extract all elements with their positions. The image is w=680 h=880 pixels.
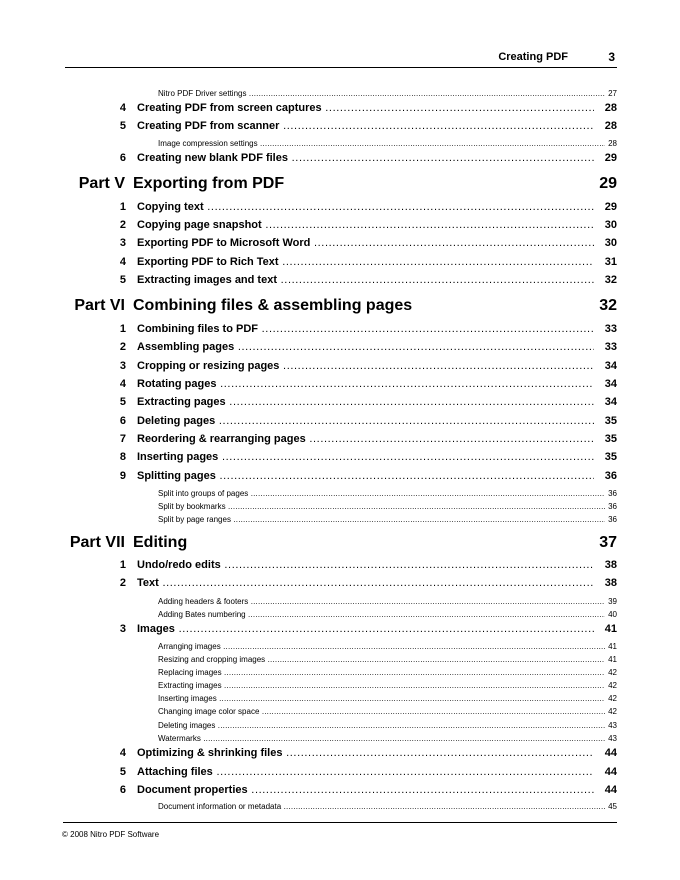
toc-subsection-entry[interactable] [0, 693, 680, 704]
part-title: Editing [133, 534, 188, 551]
toc-chapter-entry[interactable] [0, 746, 680, 760]
part-page-number: 32 [599, 297, 617, 314]
toc-chapter-entry[interactable] [0, 469, 680, 483]
chapter-page-number: 34 [604, 378, 617, 390]
chapter-title: Creating PDF from scanner ..... [137, 119, 594, 133]
chapter-title: Images ..... [137, 622, 594, 636]
toc-subsection-entry[interactable] [0, 733, 680, 744]
part-page-number: 29 [599, 175, 617, 192]
chapter-number: 2 [119, 577, 126, 589]
subsection-title: Inserting images ..... [158, 693, 605, 704]
subsection-title: Image compression settings ..... [158, 138, 605, 149]
toc-part-heading[interactable] [0, 174, 680, 194]
page-footer [63, 822, 617, 842]
chapter-title: Undo/redo edits ..... [137, 558, 594, 572]
subsection-page-number: 40 [608, 610, 617, 619]
chapter-page-number: 44 [604, 766, 617, 778]
chapter-title: Exporting PDF to Microsoft Word ..... [137, 236, 594, 250]
chapter-title: Attaching files ..... [137, 765, 594, 779]
subsection-page-number: 28 [608, 139, 617, 148]
chapter-title: Creating new blank PDF files ..... [137, 151, 594, 165]
toc-chapter-entry[interactable] [0, 101, 680, 115]
toc-subsection-entry[interactable] [0, 514, 680, 525]
subsection-page-number: 27 [608, 89, 617, 98]
toc-chapter-entry[interactable] [0, 395, 680, 409]
subsection-title: Document information or metadata ..... [158, 801, 605, 812]
toc-subsection-entry[interactable] [0, 501, 680, 512]
toc-chapter-entry[interactable] [0, 576, 680, 590]
chapter-title: Reordering & rearranging pages ..... [137, 432, 594, 446]
chapter-title: Inserting pages ..... [137, 450, 594, 464]
subsection-title: Resizing and cropping images ..... [158, 654, 605, 665]
subsection-page-number: 42 [608, 707, 617, 716]
chapter-page-number: 32 [604, 274, 617, 286]
chapter-number: 4 [119, 256, 126, 268]
subsection-page-number: 41 [608, 655, 617, 664]
chapter-number: 2 [119, 341, 126, 353]
chapter-number: 8 [119, 451, 126, 463]
chapter-number: 5 [119, 274, 126, 286]
chapter-title: Cropping or resizing pages ..... [137, 359, 594, 373]
subsection-title: Split by bookmarks ..... [158, 501, 605, 512]
part-title: Combining files & assembling pages [133, 297, 413, 314]
chapter-page-number: 36 [604, 470, 617, 482]
toc-chapter-entry[interactable] [0, 622, 680, 636]
chapter-page-number: 29 [604, 152, 617, 164]
chapter-page-number: 35 [604, 451, 617, 463]
toc-chapter-entry[interactable] [0, 765, 680, 779]
chapter-number: 9 [119, 470, 126, 482]
chapter-title: Document properties ..... [137, 783, 594, 797]
toc-chapter-entry[interactable] [0, 340, 680, 354]
subsection-page-number: 42 [608, 694, 617, 703]
toc-chapter-entry[interactable] [0, 783, 680, 797]
chapter-title: Text ..... [137, 576, 594, 590]
chapter-number: 5 [119, 396, 126, 408]
subsection-title: Split by page ranges ..... [158, 514, 605, 525]
subsection-page-number: 42 [608, 668, 617, 677]
toc-chapter-entry[interactable] [0, 377, 680, 391]
toc-subsection-entry[interactable] [0, 667, 680, 678]
chapter-page-number: 34 [604, 396, 617, 408]
chapter-page-number: 38 [604, 559, 617, 571]
subsection-title: Nitro PDF Driver settings ..... [158, 88, 605, 99]
chapter-number: 3 [119, 360, 126, 372]
toc-part-heading[interactable] [0, 533, 680, 553]
footer-copyright: © 2008 Nitro PDF Software [62, 830, 160, 839]
chapter-number: 5 [119, 120, 126, 132]
chapter-title: Combining files to PDF ..... [137, 322, 594, 336]
chapter-number: 1 [119, 559, 126, 571]
toc-subsection-entry[interactable] [0, 138, 680, 149]
chapter-number: 3 [119, 237, 126, 249]
chapter-number: 1 [119, 323, 126, 335]
chapter-page-number: 35 [604, 415, 617, 427]
chapter-page-number: 30 [604, 237, 617, 249]
toc-subsection-entry[interactable] [0, 720, 680, 731]
part-page-number: 37 [599, 534, 617, 551]
chapter-number: 4 [119, 378, 126, 390]
chapter-page-number: 33 [604, 323, 617, 335]
header-page-number: 3 [608, 50, 615, 64]
subsection-page-number: 36 [608, 489, 617, 498]
chapter-page-number: 30 [604, 219, 617, 231]
toc-part-heading[interactable] [0, 296, 680, 316]
toc-chapter-entry[interactable] [0, 119, 680, 133]
subsection-title: Adding headers & footers ..... [158, 596, 605, 607]
toc-chapter-entry[interactable] [0, 359, 680, 373]
chapter-title: Rotating pages ..... [137, 377, 594, 391]
chapter-number: 4 [119, 747, 126, 759]
chapter-number: 3 [119, 623, 126, 635]
chapter-title: Extracting images and text ..... [137, 273, 594, 287]
subsection-title: Deleting images ..... [158, 720, 605, 731]
subsection-title: Split into groups of pages ..... [158, 488, 605, 499]
chapter-page-number: 35 [604, 433, 617, 445]
subsection-page-number: 42 [608, 681, 617, 690]
chapter-title: Assembling pages ..... [137, 340, 594, 354]
chapter-number: 6 [119, 152, 126, 164]
chapter-page-number: 28 [604, 102, 617, 114]
toc-subsection-entry[interactable] [0, 88, 680, 99]
chapter-page-number: 34 [604, 360, 617, 372]
chapter-number: 4 [119, 102, 126, 114]
toc-chapter-entry[interactable] [0, 558, 680, 572]
toc-chapter-entry[interactable] [0, 450, 680, 464]
toc-chapter-entry[interactable] [0, 255, 680, 269]
toc-subsection-entry[interactable] [0, 680, 680, 691]
subsection-page-number: 45 [608, 802, 617, 811]
chapter-page-number: 29 [604, 201, 617, 213]
toc-chapter-entry[interactable] [0, 236, 680, 250]
toc-subsection-entry[interactable] [0, 706, 680, 717]
chapter-title: Splitting pages ..... [137, 469, 594, 483]
part-label: Part VI [74, 297, 125, 314]
subsection-page-number: 43 [608, 721, 617, 730]
chapter-number: 6 [119, 415, 126, 427]
chapter-title: Deleting pages ..... [137, 414, 594, 428]
subsection-title: Watermarks ..... [158, 733, 605, 744]
chapter-number: 6 [119, 784, 126, 796]
chapter-page-number: 31 [604, 256, 617, 268]
subsection-title: Replacing images ..... [158, 667, 605, 678]
part-label: Part V [78, 175, 125, 192]
chapter-page-number: 38 [604, 577, 617, 589]
toc-chapter-entry[interactable] [0, 414, 680, 428]
toc-subsection-entry[interactable] [0, 801, 680, 812]
chapter-title: Optimizing & shrinking files ..... [137, 746, 594, 760]
subsection-page-number: 36 [608, 515, 617, 524]
chapter-title: Copying page snapshot ..... [137, 218, 594, 232]
chapter-page-number: 41 [604, 623, 617, 635]
subsection-page-number: 43 [608, 734, 617, 743]
subsection-page-number: 41 [608, 642, 617, 651]
toc-subsection-entry[interactable] [0, 488, 680, 499]
chapter-title: Creating PDF from screen captures ..... [137, 101, 594, 115]
subsection-title: Adding Bates numbering ..... [158, 609, 605, 620]
toc-chapter-entry[interactable] [0, 151, 680, 165]
toc-subsection-entry[interactable] [0, 654, 680, 665]
subsection-page-number: 39 [608, 597, 617, 606]
chapter-page-number: 44 [604, 747, 617, 759]
part-title: Exporting from PDF [133, 175, 285, 192]
chapter-number: 2 [119, 219, 126, 231]
toc-subsection-entry[interactable] [0, 609, 680, 620]
subsection-title: Changing image color space ..... [158, 706, 605, 717]
subsection-title: Arranging images ..... [158, 641, 605, 652]
chapter-page-number: 33 [604, 341, 617, 353]
chapter-page-number: 28 [604, 120, 617, 132]
toc-chapter-entry[interactable] [0, 273, 680, 287]
toc-subsection-entry[interactable] [0, 596, 680, 607]
chapter-title: Copying text ..... [137, 200, 594, 214]
toc-chapter-entry[interactable] [0, 200, 680, 214]
subsection-title: Extracting images ..... [158, 680, 605, 691]
toc-chapter-entry[interactable] [0, 432, 680, 446]
toc-subsection-entry[interactable] [0, 641, 680, 652]
chapter-page-number: 44 [604, 784, 617, 796]
part-label: Part VII [69, 534, 125, 551]
chapter-number: 5 [119, 766, 126, 778]
toc-chapter-entry[interactable] [0, 322, 680, 336]
chapter-number: 7 [119, 433, 126, 445]
chapter-title: Extracting pages ..... [137, 395, 594, 409]
subsection-page-number: 36 [608, 502, 617, 511]
toc-chapter-entry[interactable] [0, 218, 680, 232]
chapter-number: 1 [119, 201, 126, 213]
header-title: Creating PDF [498, 51, 568, 63]
chapter-title: Exporting PDF to Rich Text ..... [137, 255, 594, 269]
